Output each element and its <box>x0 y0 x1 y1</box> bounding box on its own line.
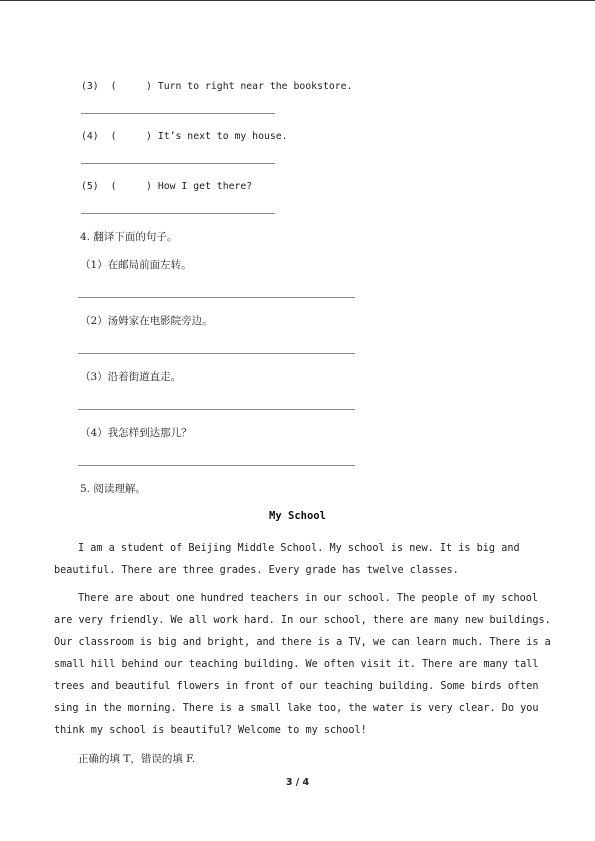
translate-item-4: （4）我怎样到达那儿？ <box>80 427 192 439</box>
question-number: (3) <box>81 81 99 92</box>
passage-line: beautiful. There are three grades. Every grade has twelve classes. <box>54 565 459 576</box>
question-number: (5) <box>81 181 99 192</box>
passage-line: I am a student of Beijing Middle School. My school is new. It is big and <box>78 543 520 554</box>
passage-line: small hill behind our teaching building. We often visit it. There are many tall <box>54 659 539 670</box>
translate-item-3: （3）沿着街道直走。 <box>80 371 182 383</box>
answer-parenthesis: ( ) <box>110 131 152 142</box>
translate-item-2: （2）汤姆家在电影院旁边。 <box>80 315 213 327</box>
page-number: 3 / 4 <box>285 777 310 788</box>
question-number: (4) <box>81 131 99 142</box>
translation-answer-line <box>78 297 355 298</box>
answer-line <box>81 113 275 114</box>
passage-line: Our classroom is big and bright, and there is a TV, we can learn much. There is a <box>54 637 551 648</box>
passage-title: My School <box>269 510 326 522</box>
passage-line: think my school is beautiful? Welcome to my school! <box>54 725 367 736</box>
translation-answer-line <box>78 409 355 410</box>
answer-line <box>81 213 275 214</box>
true-false-instruction: 正确的填 T，错误的填 F. <box>78 753 196 765</box>
question-text: Turn to right near the bookstore. <box>157 81 353 92</box>
answer-parenthesis: ( ) <box>110 181 152 192</box>
passage-line: are very friendly. We all work hard. In our school, there are many new buildings. <box>54 615 551 626</box>
question-item-4 <box>81 130 288 144</box>
section-heading-reading: 5. 阅读理解。 <box>80 483 146 495</box>
top-border-line <box>0 0 595 1</box>
answer-parenthesis: ( ) <box>110 81 152 92</box>
question-text: It’s next to my house. <box>157 131 288 142</box>
section-heading-translate: 4. 翻译下面的句子。 <box>80 231 178 243</box>
passage-line: There are about one hundred teachers in our school. The people of my school <box>78 593 539 604</box>
translation-answer-line <box>78 353 355 354</box>
question-text: How I get there? <box>157 181 253 192</box>
answer-line <box>81 163 275 164</box>
question-item-5 <box>81 180 252 194</box>
passage-line: sing in the morning. There is a small lake too, the water is very clear. Do you <box>54 703 539 714</box>
translation-answer-line <box>78 465 355 466</box>
passage-line: trees and beautiful flowers in front of our teaching building. Some birds often <box>54 681 539 692</box>
question-item-3 <box>81 80 352 94</box>
translate-item-1: （1）在邮局前面左转。 <box>80 259 192 271</box>
